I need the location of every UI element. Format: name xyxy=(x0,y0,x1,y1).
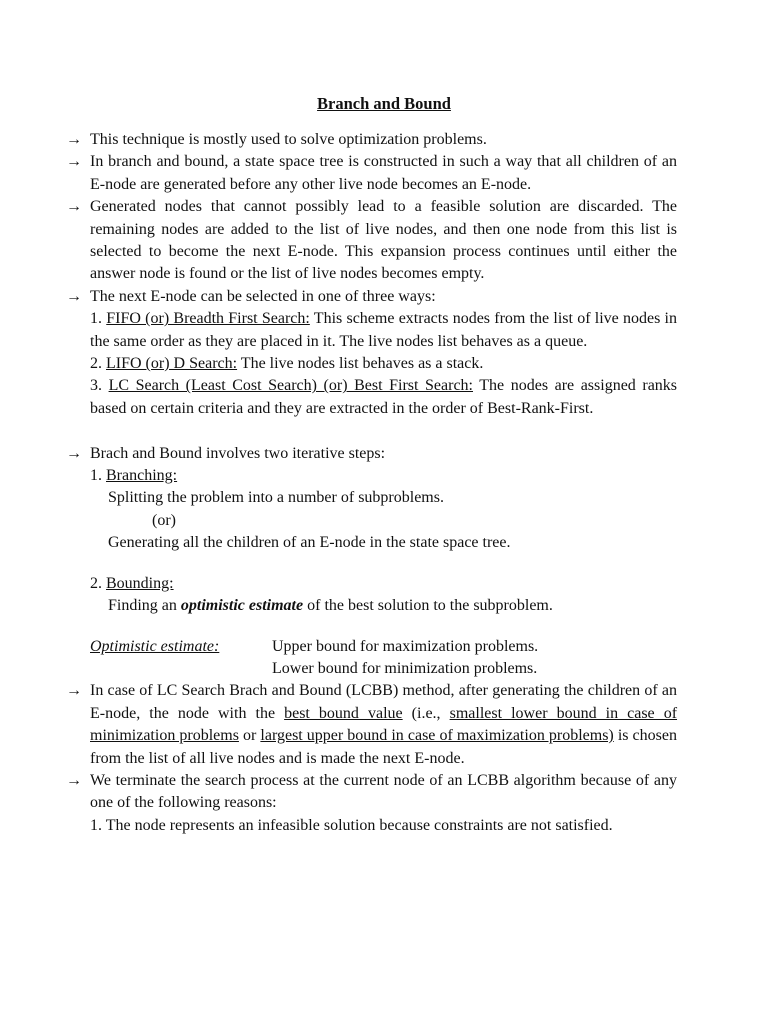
lcbb-mid-2: or xyxy=(238,727,261,745)
bounding-line xyxy=(90,595,677,617)
arrow-icon: → xyxy=(66,287,82,305)
arrow-icon: → xyxy=(66,682,82,700)
arrow-icon: → xyxy=(66,444,82,462)
bullet-iterative-steps xyxy=(66,443,677,681)
largest-upper-bound: largest upper bound in case of maximization problems) xyxy=(260,727,614,745)
branching-or: (or) xyxy=(152,511,176,529)
step-bounding xyxy=(90,573,677,595)
bullet-optimization xyxy=(66,129,677,151)
list-number: 1. xyxy=(90,467,106,485)
lc-label: LC Search (Least Cost Search) (or) Best First Search: xyxy=(108,377,473,395)
bounding-pre: Finding an xyxy=(108,597,181,615)
fifo-text: This scheme extracts nodes from the list of live nodes in the same order as they are placed in it. The live nodes list behaves as a queue. xyxy=(90,310,678,350)
document-body xyxy=(66,129,677,837)
list-number: 1. xyxy=(90,310,107,328)
lcbb-mid-1: (i.e., xyxy=(402,704,450,722)
page-title: Branch and Bound xyxy=(317,94,451,113)
list-number: 2. xyxy=(90,574,106,592)
bullet-next-enode xyxy=(66,286,677,420)
list-number: 3. xyxy=(90,377,109,395)
bounding-emphasis: optimistic estimate xyxy=(180,597,304,615)
optimistic-estimate-label: Optimistic estimate: xyxy=(90,637,220,655)
branching-label: Branching: xyxy=(106,467,178,485)
bounding-post: of the best solution to the subproblem. xyxy=(303,597,553,615)
bullet-text: This technique is mostly used to solve optimization problems. xyxy=(90,131,487,148)
bullet-text: We terminate the search process at the current node of an LCBB algorithm because of any one of the following reasons: xyxy=(90,771,677,812)
way-lifo xyxy=(90,353,677,375)
lower-bound-text: Lower bound for minimization problems. xyxy=(272,659,538,677)
lifo-text: The live nodes list behaves as a stack. xyxy=(237,355,484,373)
optimistic-estimate-row-1 xyxy=(90,636,677,658)
bounding-label: Bounding: xyxy=(106,574,174,592)
bullet-lcbb xyxy=(66,680,677,770)
bullet-text xyxy=(90,680,677,770)
bullet-state-space-tree xyxy=(66,151,677,196)
arrow-icon: → xyxy=(66,153,82,171)
fifo-label: FIFO (or) Breadth First Search: xyxy=(106,310,310,328)
lifo-label: LIFO (or) D Search: xyxy=(106,355,238,373)
lcbb-pre: In case of LC Search Brach and Bound (LCBB) method, after generating the children of an E-node, the node with the xyxy=(90,682,677,722)
bullet-text: Brach and Bound involves two iterative steps: xyxy=(90,444,386,462)
bullet-text: Generated nodes that cannot possibly lead to a feasible solution are discarded. The remaining nodes are added to the list of live nodes, and then one node from this list is selected to become the next E-node. This expansion process continues until either the answer node is found or the list of live nodes becomes empty. xyxy=(90,198,677,283)
best-bound-value: best bound value xyxy=(284,704,403,722)
lc-text: The nodes are assigned ranks based on certain criteria and they are extracted in the order of Best-Rank-First. xyxy=(90,377,678,417)
lcbb-post: is chosen from the list of all live nodes and is made the next E-node. xyxy=(90,727,677,767)
bullet-text: In branch and bound, a state space tree is constructed in such a way that all children of an E-node are generated before any other live node becomes an E-node. xyxy=(90,153,677,193)
branching-line-1: Splitting the problem into a number of subproblems. xyxy=(108,489,444,507)
step-branching xyxy=(90,465,677,487)
arrow-icon: → xyxy=(66,771,82,789)
bullet-terminate xyxy=(66,770,677,837)
smallest-lower-bound: smallest lower bound in case of minimization problems xyxy=(90,704,678,745)
upper-bound-text: Upper bound for maximization problems. xyxy=(272,637,539,655)
list-number: 2. xyxy=(90,355,106,373)
branching-line-2: Generating all the children of an E-node in the state space tree. xyxy=(108,534,511,552)
reason-1: 1. The node represents an infeasible solution because constraints are not satisfied. xyxy=(90,816,613,834)
optimistic-estimate-row-2 xyxy=(90,658,677,680)
way-fifo xyxy=(90,308,677,353)
way-lc-search xyxy=(90,375,677,420)
bullet-generated-nodes xyxy=(66,196,677,286)
arrow-icon: → xyxy=(66,131,82,148)
bullet-text: The next E-node can be selected in one of three ways: xyxy=(90,287,436,305)
arrow-icon: → xyxy=(66,198,82,216)
